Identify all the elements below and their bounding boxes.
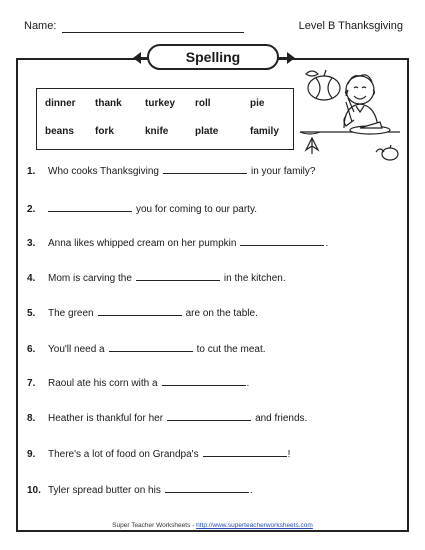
question-text-before: The green	[48, 308, 94, 319]
question-text-before: Anna likes whipped cream on her pumpkin	[48, 238, 237, 249]
thanksgiving-boy-eating-pie-icon	[296, 66, 404, 162]
word-bank-item: turkey	[145, 98, 176, 109]
question-number: 7.	[27, 378, 36, 389]
page-title: Spelling	[147, 44, 279, 70]
answer-blank[interactable]	[48, 203, 132, 212]
question-text-after: !	[287, 449, 291, 460]
word-bank-item: thank	[95, 98, 122, 109]
word-bank-item: plate	[195, 126, 219, 137]
question-number: 1.	[27, 166, 36, 177]
question-text-before: Raoul ate his corn with a	[48, 378, 158, 389]
footer	[0, 522, 425, 529]
question-row	[27, 448, 290, 462]
word-bank-item: pie	[250, 98, 265, 109]
question-number: 8.	[27, 413, 36, 424]
question-row	[27, 203, 257, 217]
question-row	[27, 484, 253, 498]
question-row	[27, 412, 307, 426]
level-label: Level B Thanksgiving	[298, 20, 403, 32]
question-number: 6.	[27, 344, 36, 355]
question-number: 5.	[27, 308, 36, 319]
question-row	[27, 237, 328, 251]
question-text-before: You'll need a	[48, 344, 105, 355]
question-number: 4.	[27, 273, 36, 284]
question-number: 9.	[27, 449, 36, 460]
answer-blank[interactable]	[162, 377, 246, 386]
question-text-before: Tyler spread butter on his	[48, 485, 161, 496]
question-number: 10.	[27, 485, 41, 496]
name-line[interactable]	[62, 32, 244, 33]
answer-blank[interactable]	[203, 448, 287, 457]
question-text-after: and friends.	[255, 413, 308, 424]
question-text-before: Who cooks Thanksgiving	[48, 166, 159, 177]
title-arrow-right-icon	[287, 52, 295, 64]
word-bank-item: knife	[145, 126, 169, 137]
answer-blank[interactable]	[163, 165, 247, 174]
footer-separator: -	[192, 522, 195, 529]
answer-blank[interactable]	[109, 343, 193, 352]
question-text-after: in your family?	[250, 166, 316, 177]
question-text-after: to cut the meat.	[196, 344, 266, 355]
footer-site-name: Super Teacher Worksheets	[112, 522, 191, 529]
question-text-after: are on the table.	[185, 308, 258, 319]
question-text-before: Heather is thankful for her	[48, 413, 164, 424]
question-number: 2.	[27, 204, 36, 215]
question-text-after: .	[325, 238, 329, 249]
question-text-after: .	[246, 378, 250, 389]
answer-blank[interactable]	[167, 412, 251, 421]
question-row	[27, 165, 315, 179]
answer-blank[interactable]	[98, 307, 182, 316]
question-text-after: .	[249, 485, 253, 496]
question-row	[27, 343, 266, 357]
question-row	[27, 272, 286, 286]
word-bank-item: fork	[95, 126, 114, 137]
question-row	[27, 377, 249, 391]
word-bank	[36, 88, 294, 150]
question-text-before: Mom is carving the	[48, 273, 132, 284]
worksheet-header	[24, 20, 403, 36]
question-row	[27, 307, 258, 321]
word-bank-item: roll	[195, 98, 211, 109]
question-text-after: you for coming to our party.	[136, 204, 257, 215]
question-text-before: There's a lot of food on Grandpa's	[48, 449, 199, 460]
title-arrow-left-icon	[133, 52, 141, 64]
word-bank-item: beans	[45, 126, 74, 137]
word-bank-item: family	[250, 126, 279, 137]
footer-link[interactable]: http://www.superteacherworksheets.com	[196, 522, 313, 529]
answer-blank[interactable]	[136, 272, 220, 281]
question-number: 3.	[27, 238, 36, 249]
answer-blank[interactable]	[240, 237, 324, 246]
answer-blank[interactable]	[165, 484, 249, 493]
name-label: Name:	[24, 20, 57, 32]
question-text-after: in the kitchen.	[223, 273, 286, 284]
word-bank-item: dinner	[45, 98, 76, 109]
